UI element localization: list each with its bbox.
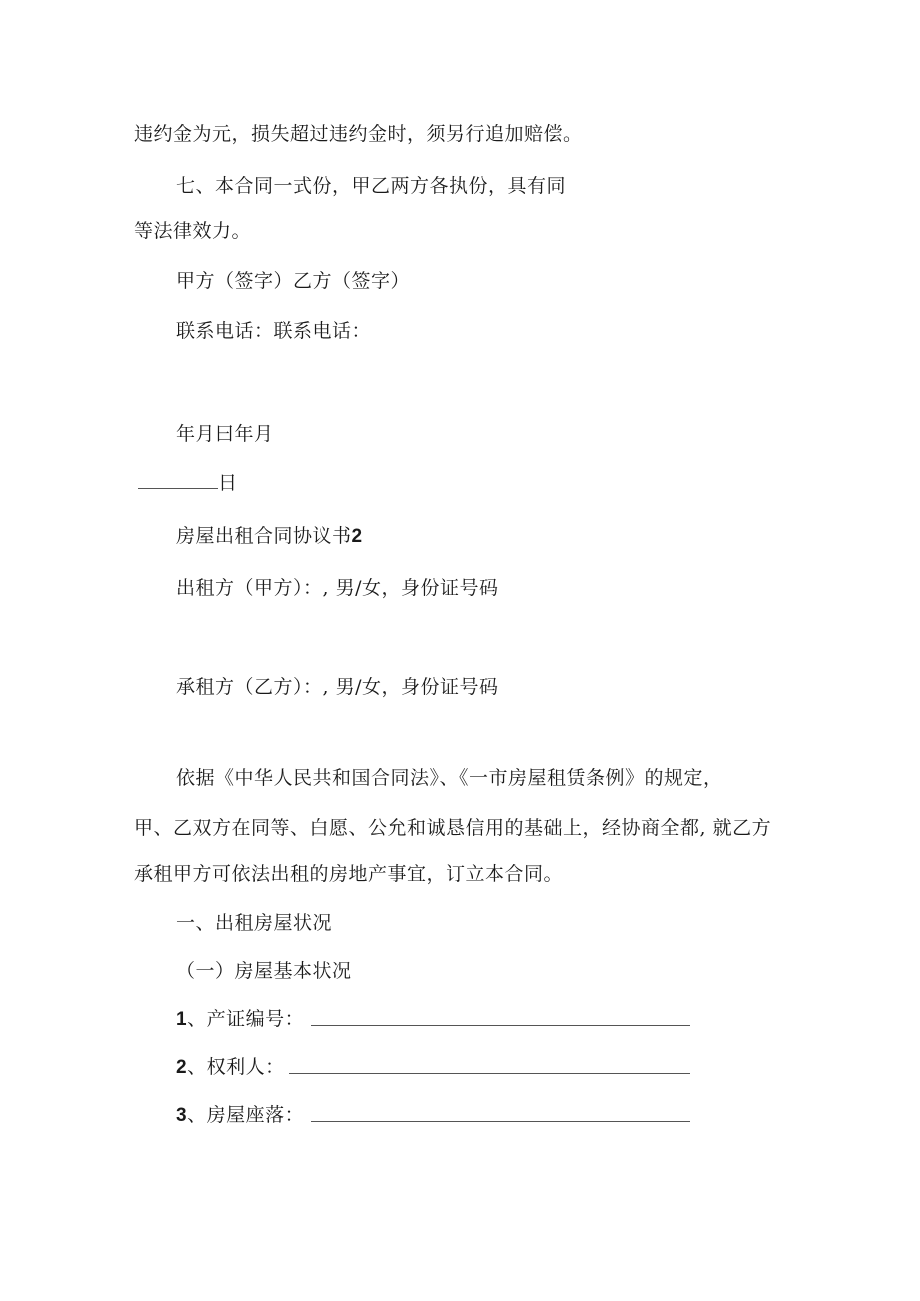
field-owner	[176, 1054, 285, 1081]
date-line: 年月曰年月	[176, 423, 274, 445]
date-day-line	[138, 470, 238, 496]
basis-line-1: 依据《中华人民共和国合同法》、《一市房屋租赁条例》的规定，	[176, 767, 723, 789]
address-blank[interactable]	[311, 1121, 690, 1122]
lessor-line: 出租方（甲方）：, 男/女，身份证号码	[176, 577, 499, 599]
contract-title	[176, 523, 363, 550]
field-label: 、产证编号：	[187, 1008, 305, 1030]
subsection-heading: （一）房屋基本状况	[176, 960, 352, 982]
field-label: 、房屋座落：	[187, 1104, 305, 1126]
field-label: 、权利人：	[187, 1056, 285, 1078]
phone-line: 联系电话：联系电话：	[176, 320, 372, 342]
clause-seven-line-2: 等法律效力。	[134, 220, 252, 242]
clause-seven-line-1: 七、本合同一式份，甲乙两方各执份，具有同	[176, 175, 567, 197]
lessee-line: 承租方（乙方）：, 男/女，身份证号码	[176, 676, 499, 698]
section-heading: 一、出租房屋状况	[176, 912, 333, 934]
field-number: 1	[176, 1009, 188, 1030]
field-number: 3	[176, 1105, 188, 1126]
field-number: 2	[176, 1057, 188, 1078]
certificate-number-blank[interactable]	[311, 1025, 690, 1026]
field-address	[176, 1102, 304, 1129]
contract-title-number: 2	[351, 526, 363, 547]
field-certificate-number	[176, 1006, 304, 1033]
penalty-paragraph: 违约金为元，损失超过违约金时，须另行追加赔偿。	[134, 123, 583, 145]
basis-line-2: 甲、乙双方在同等、白愿、公允和诚恳信用的基础上，经协商全都, 就乙方	[134, 817, 772, 839]
signature-line: 甲方（签字）乙方（签字）	[176, 270, 411, 292]
day-label: 日	[218, 472, 238, 494]
contract-title-text: 房屋出租合同协议书	[176, 525, 352, 547]
owner-blank[interactable]	[289, 1073, 690, 1074]
basis-line-3: 承租甲方可依法出租的房地产事宜，订立本合同。	[134, 863, 564, 885]
day-blank	[138, 470, 218, 489]
